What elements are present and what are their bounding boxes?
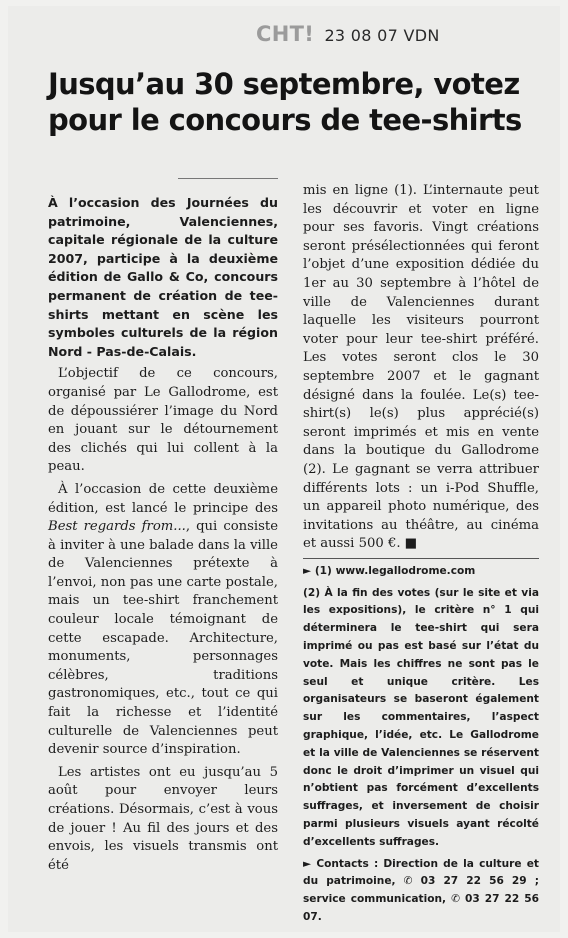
note-website: ► (1) www.legallodrome.com [303, 564, 476, 577]
end-mark: ■ [404, 536, 418, 552]
notes-divider [303, 558, 539, 559]
source-date: 23 08 07 VDN [324, 26, 440, 45]
note-criteria: (2) À la fin des votes (sur le site et via les expositions), le critère n° 1 qui déterminera le tee-shirt qui sera imprimé ou pas est basé sur l’état du vote. Mais les chiffres ne sont pas le seul et unique critère. Les organisateurs se baseront également sur les commentaires, l’aspect graphique, l’idée, etc. Le Gallodrome et la ville de Valenciennes se réservent donc le droit d’imprimer un visuel qui n’obtient pas forcément d’excellents suffrages, et inversement de choisir parmi plusieurs visuels ayant récolté d’excellents suffrages. [303, 586, 539, 848]
left-column [48, 194, 278, 879]
paragraph-artists: Les artistes ont eu jusqu’au 5 août pour envoyer leurs créations. Désormais, c’est à vous de jouer ! Au fil des jours et des envois, les visuels transmis ont été [48, 764, 278, 873]
paragraph-edition [48, 481, 278, 760]
source-stamp [256, 22, 440, 46]
contacts: ► Contacts : Direction de la culture et du patrimoine, ✆ 03 27 22 56 29 ; service communication, ✆ 03 27 22 56 07. [303, 857, 539, 924]
paragraph-edition-italic: Best regards from... [48, 519, 186, 535]
right-column [303, 182, 539, 931]
paragraph-objective: L’objectif de ce concours, organisé par Le Gallodrome, est de dépoussiérer l’image du Nord en jouant sur le détournement des clichés qui lui collent à la peau. [48, 366, 278, 475]
article-lead: À l’occasion des Journées du patrimoine, Valenciennes, capitale régionale de la culture 2007, participe à la deuxième édition de Gallo & Co, concours permanent de création de tee-shirts mettant en scène les symboles culturels de la région Nord - Pas-de-Calais. [48, 195, 278, 359]
paragraph-voting [303, 182, 539, 554]
paragraph-edition-start: À l’occasion de cette deuxième édition, est lancé le principe des [48, 481, 278, 516]
column-rule [178, 178, 278, 179]
source-tag: CHT! [256, 22, 315, 46]
article-headline: Jusqu’au 30 septembre, votez pour le concours de tee-shirts [48, 67, 522, 137]
paragraph-edition-end: , qui consiste à inviter à une balade dans la ville de Valenciennes prétexte à l’envoi, non pas une carte postale, mais un tee-shirt franchement couleur locale témoignant de cette escapade. Architecture, monuments, personnages célèbres, traditions gastronomiques, etc., tout ce qui fait la richesse et l’identité culturelle de Valenciennes peut devenir source d’inspiration. [48, 519, 279, 758]
paragraph-voting-text: mis en ligne (1). L’internaute peut les découvrir et voter en ligne pour ses favoris. Vingt créations seront présélectionnées qui feront l’objet d’une exposition dédiée du 1er au 30 septembre à l’hôtel de ville de Valenciennes durant laquelle les visiteurs pourront voter pour leur tee-shirt préféré. Les votes seront clos le 30 septembre 2007 et le gagnant désigné dans la foulée. Le(s) tee-shirt(s) le(s) plus apprécié(s) seront imprimés et mis en vente dans la boutique du Gallodrome (2). Le gagnant se verra attribuer différents lots : un i-Pod Shuffle, un appareil photo numérique, des invitations au théâtre, au cinéma et aussi 500 €. [303, 183, 539, 552]
